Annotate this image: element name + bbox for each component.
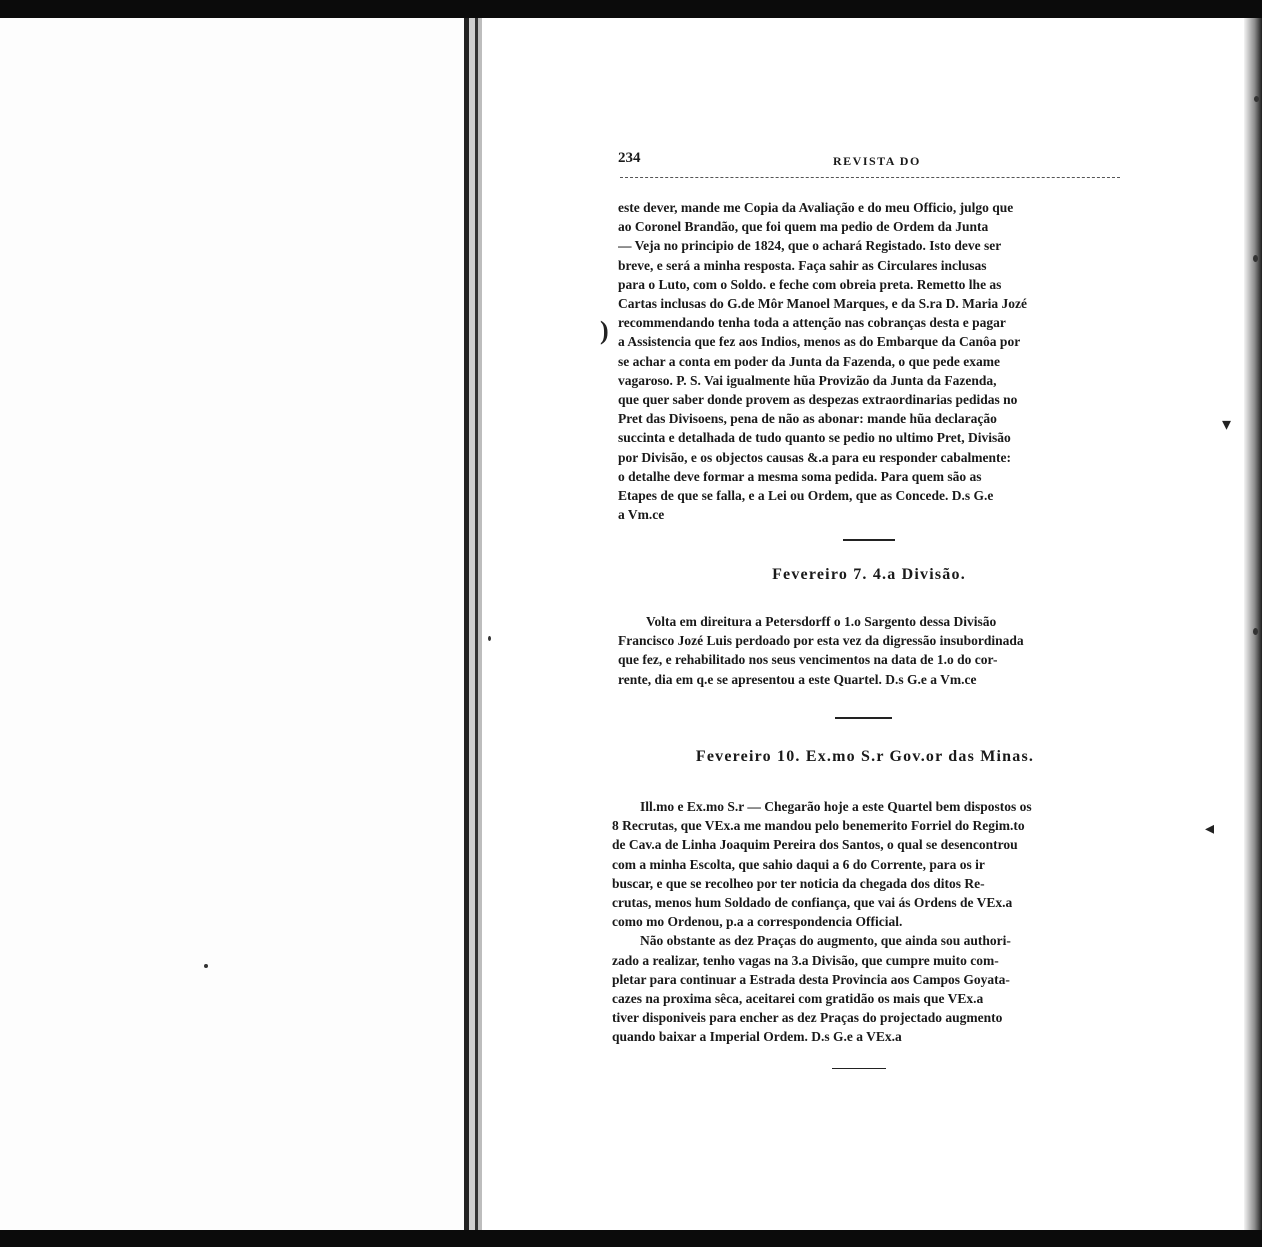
text-line: este dever, mande me Copia da Avaliação e do meu Officio, julgo que [618,200,1014,215]
text-line: como mo Ordenou, p.a a correspondencia Official. [612,914,903,930]
text-line: breve, e será a minha resposta. Faça sahir as Circulares inclusas [618,257,987,273]
text-line: Não obstante as dez Praças do augmento, que ainda sou authori- [640,933,1011,949]
section-separator [835,717,892,719]
text-line: se achar a conta em poder da Junta da Fazenda, o que pede exame [618,353,1000,369]
text-line: Francisco Jozé Luis perdoado por esta vez da digressão insubordinada [618,633,1024,649]
marginal-bracket-mark: ) [600,316,609,345]
text-line: para o Luto, com o Soldo. e feche com obreia preta. Remetto lhe as [618,276,1002,292]
text-line: com a minha Escolta, que sahio daqui a 6 do Corrente, para os ir [612,856,985,872]
section-heading: Fevereiro 10. Ex.mo S.r Gov.or das Minas. [695,748,1035,765]
text-line: que quer saber donde provem as despezas extraordinarias pedidas no [618,392,1018,408]
speck [488,636,491,641]
text-line: o detalhe deve formar a mesma soma pedida. Para quem são as [618,468,982,484]
text-line: tiver disponiveis para encher as dez Praças do projectado augmento [612,1010,1003,1026]
text-line: quando baixar a Imperial Ordem. D.s G.e a VEx.a [612,1029,902,1045]
section-paragraph [618,612,1120,689]
text-line: por Divisão, e os objectos causas &.a para eu responder cabalmente: [618,449,1011,465]
text-line: Volta em direitura a Petersdorff o 1.o Sargento dessa Divisão [646,614,997,629]
text-line: a Vm.ce [618,507,665,523]
book-gutter [478,18,482,1230]
arrow-down-mark-icon: ▾ [1222,414,1232,435]
text-line: 8 Recrutas, que VEx.a me mandou pelo benemerito Forriel do Regim.to [612,818,1025,834]
text-line: de Cav.a de Linha Joaquim Pereira dos Santos, o qual se desencontrou [612,837,1018,853]
speck [1254,96,1259,102]
text-line: buscar, e que se recolheo por ter noticia da chegada dos ditos Re- [612,875,985,891]
page-edge-shadow [1244,18,1262,1230]
text-line: crutas, menos hum Soldado de confiança, que vai ás Ordens de VEx.a [612,895,1013,911]
section-separator [843,539,895,541]
page-number: 234 [618,150,641,166]
text-line: succinta e detalhada de tudo quanto se pedio no ultimo Pret, Divisão [618,430,1011,446]
text-line: cazes na proxima sêca, aceitarei com gratidão os mais que VEx.a [612,991,984,1007]
continuation-paragraph [618,198,1120,524]
text-line: vagaroso. P. S. Vai igualmente hũa Provizão da Junta da Fazenda, [618,372,997,388]
text-line: rente, dia em q.e se apresentou a este Quartel. D.s G.e a Vm.ce [618,671,977,687]
speck [1253,628,1258,635]
section-heading: Fevereiro 7. 4.a Divisão. [772,566,966,583]
text-line: Cartas inclusas do G.de Môr Manoel Marques, e da S.ra D. Maria Jozé [618,296,1027,312]
text-line: pletar para continuar a Estrada desta Provincia aos Campos Goyata- [612,971,1010,987]
text-line: recommendando tenha toda a attenção nas cobranças desta e pagar [618,315,1006,331]
blank-left-page [0,18,466,1230]
speck [1253,255,1258,262]
speck [204,964,208,968]
running-head: REVISTA DO [833,154,921,168]
text-line: que fez, e rehabilitado nos seus vencimentos na data de 1.o do cor- [618,652,998,668]
text-line: Ill.mo e Ex.mo S.r — Chegarão hoje a este Quartel bem dispostos os [640,799,1032,814]
text-line: ao Coronel Brandão, que foi quem ma pedio de Ordem da Junta [618,219,989,235]
page-header [618,150,1120,174]
text-line: — Veja no principio de 1824, que o achará Registado. Isto deve ser [618,238,1002,254]
section-paragraph [612,797,1112,1047]
scan-bottom-border [0,1230,1262,1247]
scan-top-border [0,0,1262,18]
section-separator [832,1068,886,1069]
header-rule [620,177,1120,178]
text-line: Pret das Divisoens, pena de não as abonar: mande hũa declaração [618,411,997,427]
text-line: Etapes de que se falla, e a Lei ou Ordem, que as Concede. D.s G.e [618,488,994,504]
text-line: a Assistencia que fez aos Indios, menos as do Embarque da Canôa por [618,334,1021,350]
arrow-left-mark-icon: ◂ [1205,818,1215,839]
text-line: zado a realizar, tenho vagas na 3.a Divisão, que cumpre muito com- [612,952,999,968]
